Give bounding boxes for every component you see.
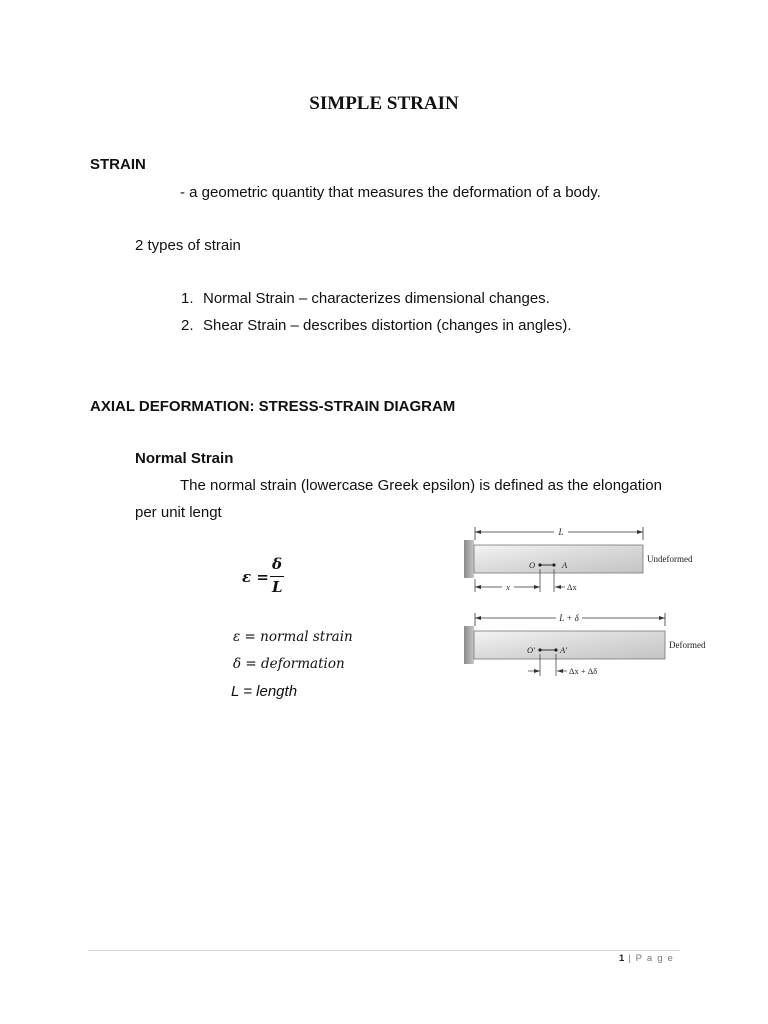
legend-item: ε = normal strain: [233, 629, 353, 645]
strain-types-intro: 2 types of strain: [135, 237, 241, 254]
page-label: | P a g e: [628, 953, 674, 964]
footer-divider: [88, 950, 680, 951]
axial-heading: AXIAL DEFORMATION: STRESS-STRAIN DIAGRAM: [90, 398, 456, 415]
bar-deformation-figure: [462, 524, 722, 684]
strain-heading: STRAIN: [90, 156, 146, 173]
paragraph-line: The normal strain (lowercase Greek epsilon) is defined as the elongation: [180, 477, 662, 494]
list-item: Shear Strain – describes distortion (changes in angles).: [203, 317, 572, 334]
strain-definition: - a geometric quantity that measures the deformation of a body.: [180, 184, 601, 201]
x-label: x: [506, 582, 510, 592]
legend-item: δ = deformation: [233, 656, 345, 672]
legend-item: L = length: [231, 683, 298, 700]
list-item-number: 2.: [181, 317, 194, 334]
point-o-label: O: [529, 560, 536, 570]
formula-lhs: ε =: [242, 568, 269, 586]
undeformed-bar: [464, 526, 693, 592]
deformed-label: Deformed: [669, 640, 706, 650]
list-item: Normal Strain – characterizes dimensional changes.: [203, 290, 550, 307]
deformed-bar: [464, 612, 706, 676]
dx-label: Δx: [567, 582, 577, 592]
page-title: SIMPLE STRAIN: [309, 93, 459, 114]
point-o-prime-label: O': [527, 645, 535, 655]
undeformed-label: Undeformed: [647, 554, 693, 564]
dim-label-l-delta: L + δ: [559, 613, 579, 623]
list-item-number: 1.: [181, 290, 194, 307]
formula-denominator: L: [272, 578, 283, 596]
formula-numerator: δ: [272, 555, 283, 573]
dx-ddelta-label: Δx + Δδ: [569, 666, 598, 676]
paragraph-line: per unit lengt: [135, 504, 222, 521]
page-number: 1: [619, 953, 625, 964]
strain-formula: [232, 554, 302, 600]
normal-strain-subheading: Normal Strain: [135, 450, 234, 467]
point-a-prime-label: A': [560, 645, 568, 655]
point-a-label: A: [562, 560, 568, 570]
dim-label-l: L: [558, 527, 564, 537]
page-footer: [619, 953, 674, 964]
